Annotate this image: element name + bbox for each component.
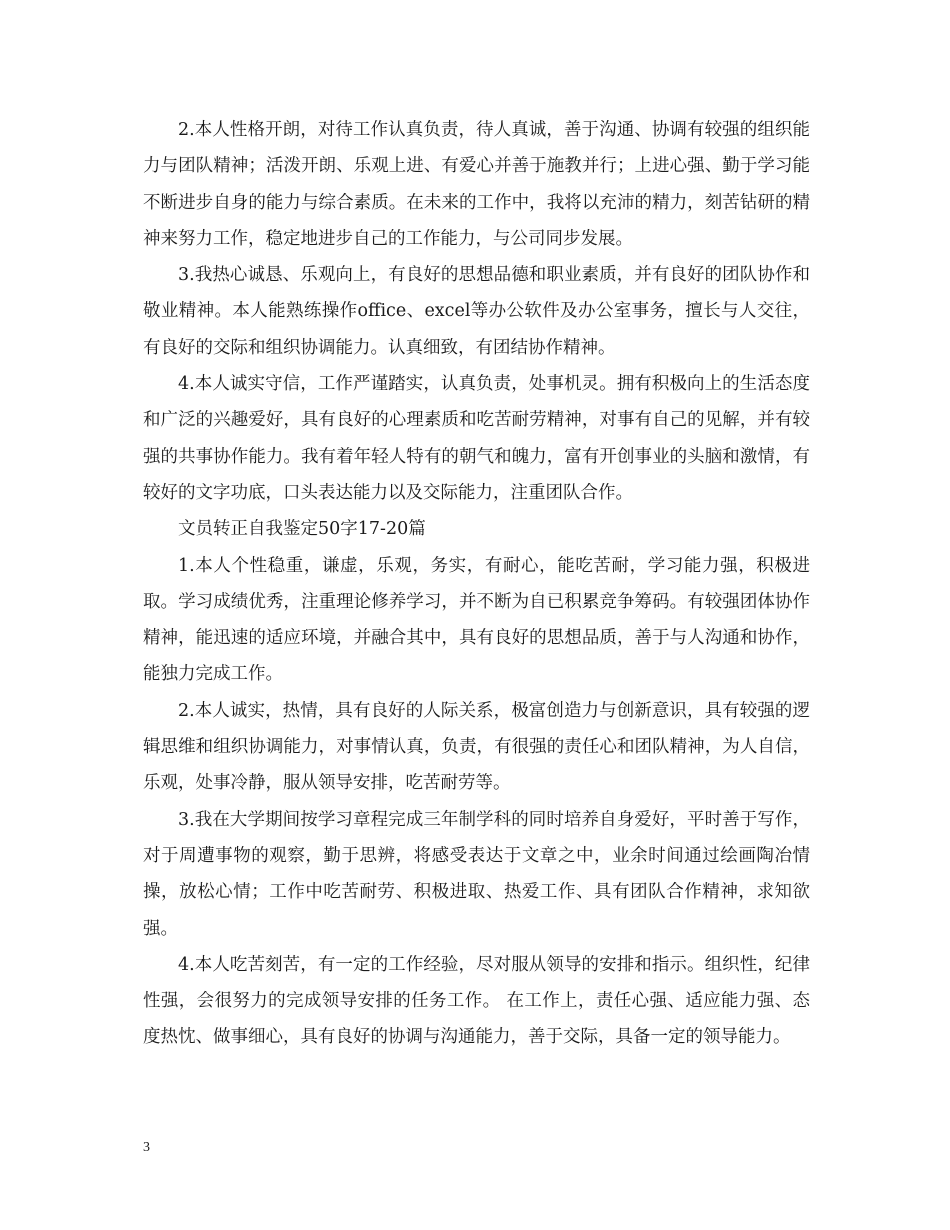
paragraph-2-honest-warm: 2.本人诚实，热情，具有良好的人际关系，极富创造力与创新意识，具有较强的逻辑思维和组织协调能力，对事情认真，负责，有很强的责任心和团队精神，为人自信，乐观，处事冷静，服从领导安排，吃苦耐劳等。 (143, 700, 810, 794)
page-number: 3 (143, 1140, 150, 1155)
paragraph-3-university: 3.我在大学期间按学习章程完成三年制学科的同时培养自身爱好，平时善于写作，对于周遭事物的观察，勤于思辨，将感受表达于文章之中，业余时间通过绘画陶冶情操，放松心情；工作中吃苦耐劳、积极进取、热爱工作、具有团队合作精神，求知欲强。 (143, 809, 810, 939)
paragraph-2-personality: 2.本人性格开朗，对待工作认真负责，待人真诚，善于沟通、协调有较强的组织能力与团队精神；活泼开朗、乐观上进、有爱心并善于施教并行；上进心强、勤于学习能不断进步自身的能力与综合素质。在未来的工作中，我将以充沛的精力，刻苦钻研的精神来努力工作，稳定地进步自己的工作能力，与公司同步发展。 (143, 120, 810, 249)
paragraph-4-honesty: 4.本人诚实守信，工作严谨踏实，认真负责，处事机灵。拥有积极向上的生活态度和广泛的兴趣爱好，具有良好的心理素质和吃苦耐劳精神，对事有自己的见解，并有较强的共事协作能力。我有着年轻人特有的朝气和魄力，富有开创事业的头脑和激情，有较好的文字功底，口头表达能力以及交际能力，注重团队合作。 (143, 374, 810, 503)
paragraph-1-steady: 1.本人个性稳重，谦虚，乐观，务实，有耐心，能吃苦耐，学习能力强，积极进取。学习成绩优秀，注重理论修养学习，并不断为自已积累竞争筹码。有较强团体协作精神，能迅速的适应环境，并融合其中，具有良好的思想品质，善于与人沟通和协作，能独力完成工作。 (143, 555, 810, 685)
document-body (143, 112, 810, 1056)
paragraph-4-hardworking: 4.本人吃苦刻苦，有一定的工作经验，尽对服从领导的安排和指示。组织性，纪律性强，会很努力的完成领导安排的任务工作。 在工作上，责任心强、适应能力强、态度热忱、做事细心，具有良好的协调与沟通能力，善于交际，具备一定的领导能力。 (143, 954, 810, 1048)
paragraph-3-enthusiasm: 3.我热心诚恳、乐观向上，有良好的思想品德和职业素质，并有良好的团队协作和敬业精神。本人能熟练操作office、excel等办公软件及办公室事务，擅长与人交往，有良好的交际和组织协调能力。认真细致，有团结协作精神。 (143, 265, 810, 358)
section-heading: 文员转正自我鉴定50字17-20篇 (178, 519, 426, 540)
